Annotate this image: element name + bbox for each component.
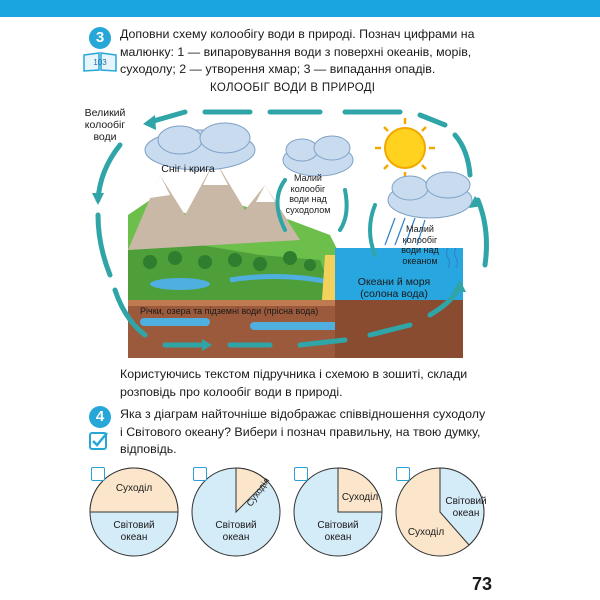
fresh-water-label: Річки, озера та підземні води (прісна вода) bbox=[140, 306, 319, 316]
pie-4-checkbox[interactable] bbox=[396, 467, 410, 481]
small-cycle-ocean-label: Малий колообіг води над океаном bbox=[401, 224, 439, 266]
pie-2-checkbox[interactable] bbox=[193, 467, 207, 481]
pie-3-land-label: Суходіл bbox=[341, 492, 379, 503]
pie-4-ocean-label: Світовий океан bbox=[445, 496, 487, 519]
pie-2-ocean-label: Світовий океан bbox=[215, 520, 257, 543]
pie-1-land-label: Суходіл bbox=[115, 483, 153, 494]
small-cycle-land-label: Малий колообіг води над суходолом bbox=[285, 173, 331, 215]
snow-ice-label: Сніг і крига bbox=[161, 163, 215, 175]
pie-1-ocean-label: Світовий океан bbox=[113, 520, 155, 543]
pie-2-land-label: Суходіл bbox=[244, 475, 272, 509]
big-cycle-label: Великий колообіг води bbox=[84, 107, 126, 143]
task-number-badge: 3 bbox=[89, 27, 111, 49]
ocean-label: Океани й моря (солона вода) bbox=[357, 276, 431, 300]
task4-text: Яка з діаграм найточніше відображає співвідношення суходолу і Світового океану? Вибери і познач правильну, на твою думку, відповідь. bbox=[120, 407, 486, 456]
pie-1-checkbox[interactable] bbox=[91, 467, 105, 481]
task3-text: Доповни схему колообігу води в природі. Познач цифрами на малюнку: 1 — випаровування води з поверхні океанів, морів, суходолу; 2 — утворення хмар; 3 — випадання опадів. bbox=[120, 27, 475, 76]
story-instruction: Користуючись текстом підручника і схемою в зошиті, склади розповідь про колообіг води в природі. bbox=[120, 367, 468, 399]
page-number: 73 bbox=[472, 574, 493, 594]
book-page-ref: 103 bbox=[93, 58, 107, 67]
pie-3-checkbox[interactable] bbox=[294, 467, 308, 481]
pie-3-ocean-label: Світовий океан bbox=[317, 520, 359, 543]
scheme-title: КОЛООБІГ ВОДИ В ПРИРОДІ bbox=[210, 82, 376, 94]
pie-4-land-label: Суходіл bbox=[407, 527, 445, 538]
task-number-badge: 4 bbox=[89, 406, 111, 428]
